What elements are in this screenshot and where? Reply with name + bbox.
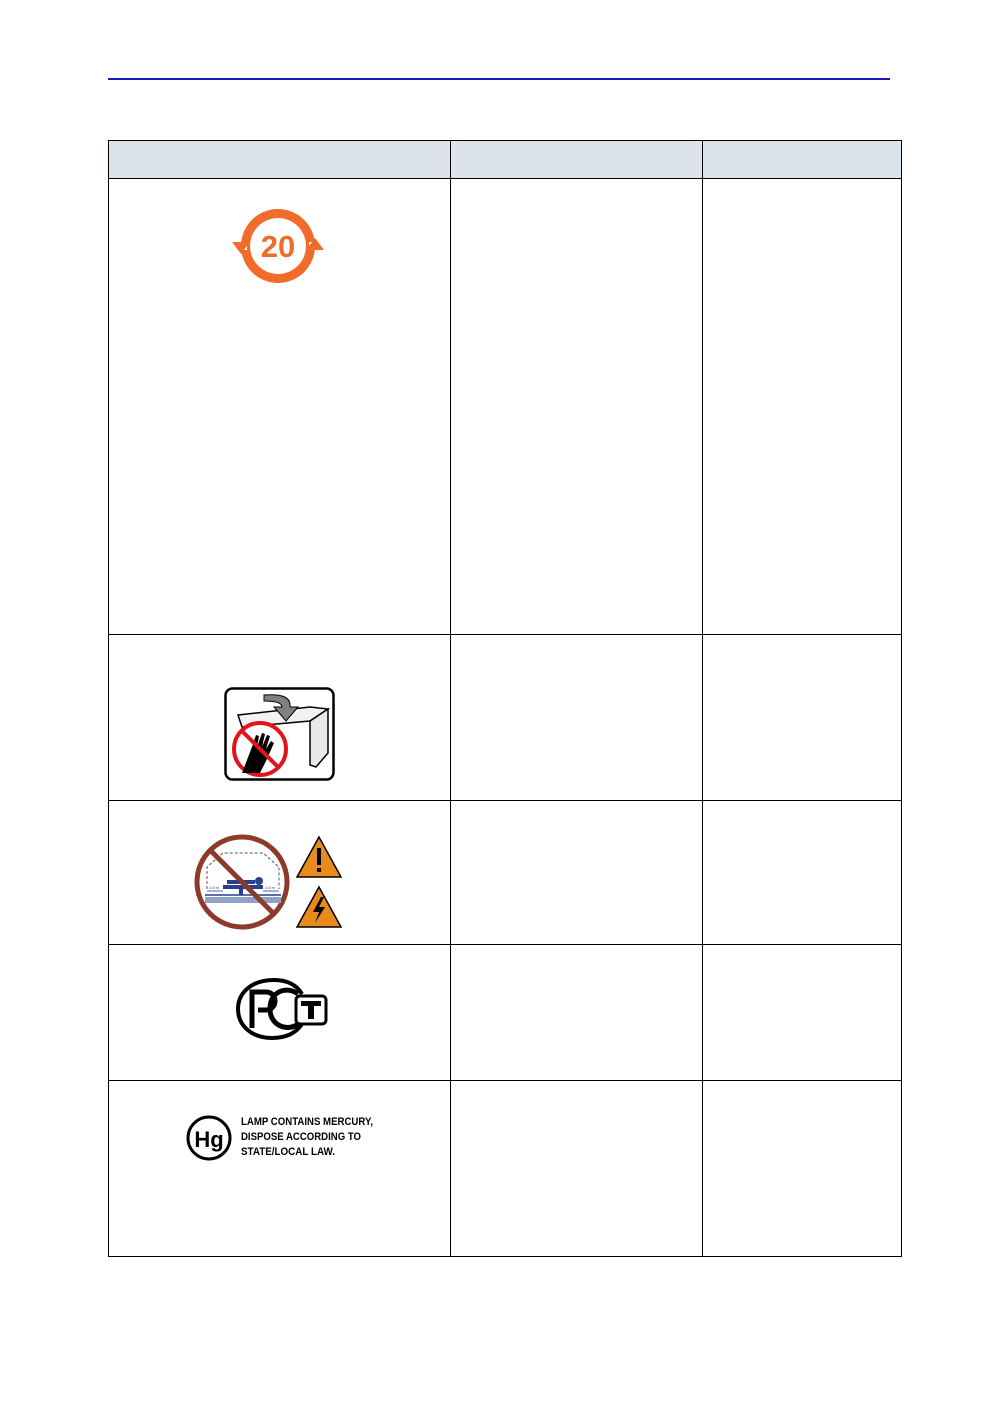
symbol-cell [109,179,451,635]
svg-text:STATE/LOCAL LAW.: STATE/LOCAL LAW. [241,1146,335,1158]
table-row [109,801,902,945]
table-row [109,1081,902,1257]
svg-text:1,5 m: 1,5 m [209,885,220,890]
table-row [109,635,902,801]
location-cell [703,635,902,801]
mercury-lamp-disposal-icon [185,1113,377,1163]
symbols-table [108,140,902,1257]
svg-text:20: 20 [260,229,296,264]
table-header-row [109,141,902,179]
svg-text:DISPOSE ACCORDING TO: DISPOSE ACCORDING TO [241,1131,362,1143]
location-cell [703,179,902,635]
description-cell [451,179,703,635]
header-symbol [109,141,451,179]
symbol-cell [109,635,451,801]
description-cell [451,1081,703,1257]
description-cell [451,635,703,801]
gost-r-certification-icon [236,976,328,1042]
symbol-cell [109,1081,451,1257]
description-cell [451,801,703,945]
table-row [109,945,902,1081]
symbol-cell [109,945,451,1081]
hand-pinch-hazard-icon [224,687,336,781]
no-patient-zone-with-warning-icons [193,833,365,931]
location-cell [703,945,902,1081]
header-description [451,141,703,179]
svg-text:LAMP CONTAINS MERCURY,: LAMP CONTAINS MERCURY, [241,1116,373,1128]
svg-text:1,5 m: 1,5 m [265,885,276,890]
header-location [703,141,902,179]
header-rule [108,78,890,80]
location-cell [703,1081,902,1257]
location-cell [703,801,902,945]
svg-text:Hg: Hg [194,1127,224,1152]
environment-friendly-use-period-20-icon [231,206,327,286]
description-cell [451,945,703,1081]
table-row [109,179,902,635]
symbol-cell [109,801,451,945]
